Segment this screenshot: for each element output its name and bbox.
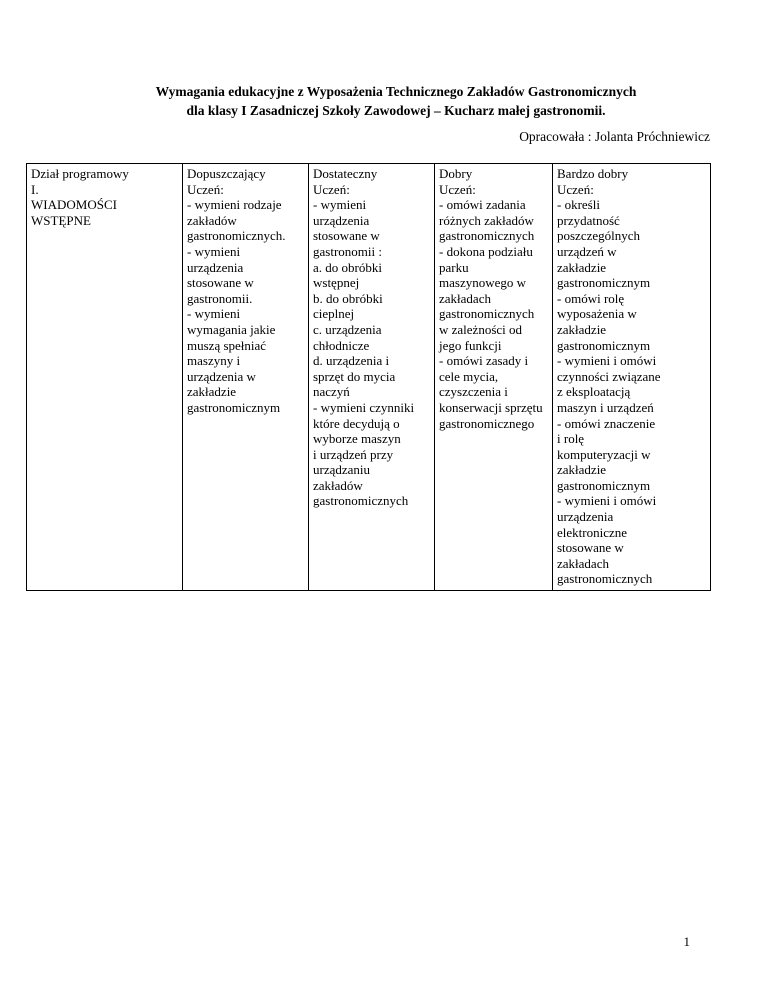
requirements-table: [26, 163, 711, 591]
requirements-dobry: Uczeń: - omówi zadania różnych zakładów gastronomicznych - dokona podziału parku maszynowego w zakładach gastronomicznych w zależności od jego funkcji - omówi zasady i cele mycia, czyszczenia i konserwacji sprzętu gastronomicznego: [439, 181, 543, 431]
page-number: 1: [683, 934, 690, 949]
table-cell: [553, 164, 711, 591]
header-dzial: Dział programowy: [31, 166, 129, 181]
title-line-1: Wymagania edukacyjne z Wyposażenia Technicznego Zakładów Gastronomicznych: [155, 84, 637, 99]
header-bardzo-dobry: Bardzo dobry: [557, 166, 629, 181]
table-cell: [309, 164, 435, 591]
author-line: Opracowała : Jolanta Próchniewicz: [519, 129, 710, 144]
requirements-bardzo-dobry: Uczeń: - określi przydatność poszczególnych urządzeń w zakładzie gastronomicznym - omówi rolę wyposażenia w zakładzie gastronomicznym - wymieni i omówi czynności związane z eksploatacją maszyn i urządzeń - omówi znaczenie i rolę komputeryzacji w zakładzie gastronomicznym - wymieni i omówi urządzenia elektroniczne stosowane w zakładach gastronomicznych: [557, 181, 661, 587]
requirements-dostateczny: Uczeń: - wymieni urządzenia stosowane w gastronomii : a. do obróbki wstępnej b. do obróbki cieplnej c. urządzenia chłodnicze d. urządzenia i sprzęt do mycia naczyń - wymieni czynniki które decydują o wyborze maszyn i urządzeń przy urządzaniu zakładów gastronomicznych: [313, 181, 415, 509]
section-name: I. WIADOMOŚCI WSTĘPNE: [31, 181, 117, 228]
header-dopuszczajacy: Dopuszczający: [187, 166, 266, 181]
table-cell: [435, 164, 553, 591]
requirements-dopuszczajacy: Uczeń: - wymieni rodzaje zakładów gastronomicznych. - wymieni urządzenia stosowane w gastronomii. - wymieni wymagania jakie muszą spełniać maszyny i urządzenia w zakładzie gastronomicznym: [187, 181, 286, 415]
table-cell: [183, 164, 309, 591]
title-line-2: dla klasy I Zasadniczej Szkoły Zawodowej – Kucharz małej gastronomii.: [186, 103, 606, 118]
header-dostateczny: Dostateczny: [313, 166, 378, 181]
document-title: [0, 82, 768, 120]
header-dobry: Dobry: [439, 166, 473, 181]
table-row: [27, 164, 711, 591]
table-cell: [27, 164, 183, 591]
